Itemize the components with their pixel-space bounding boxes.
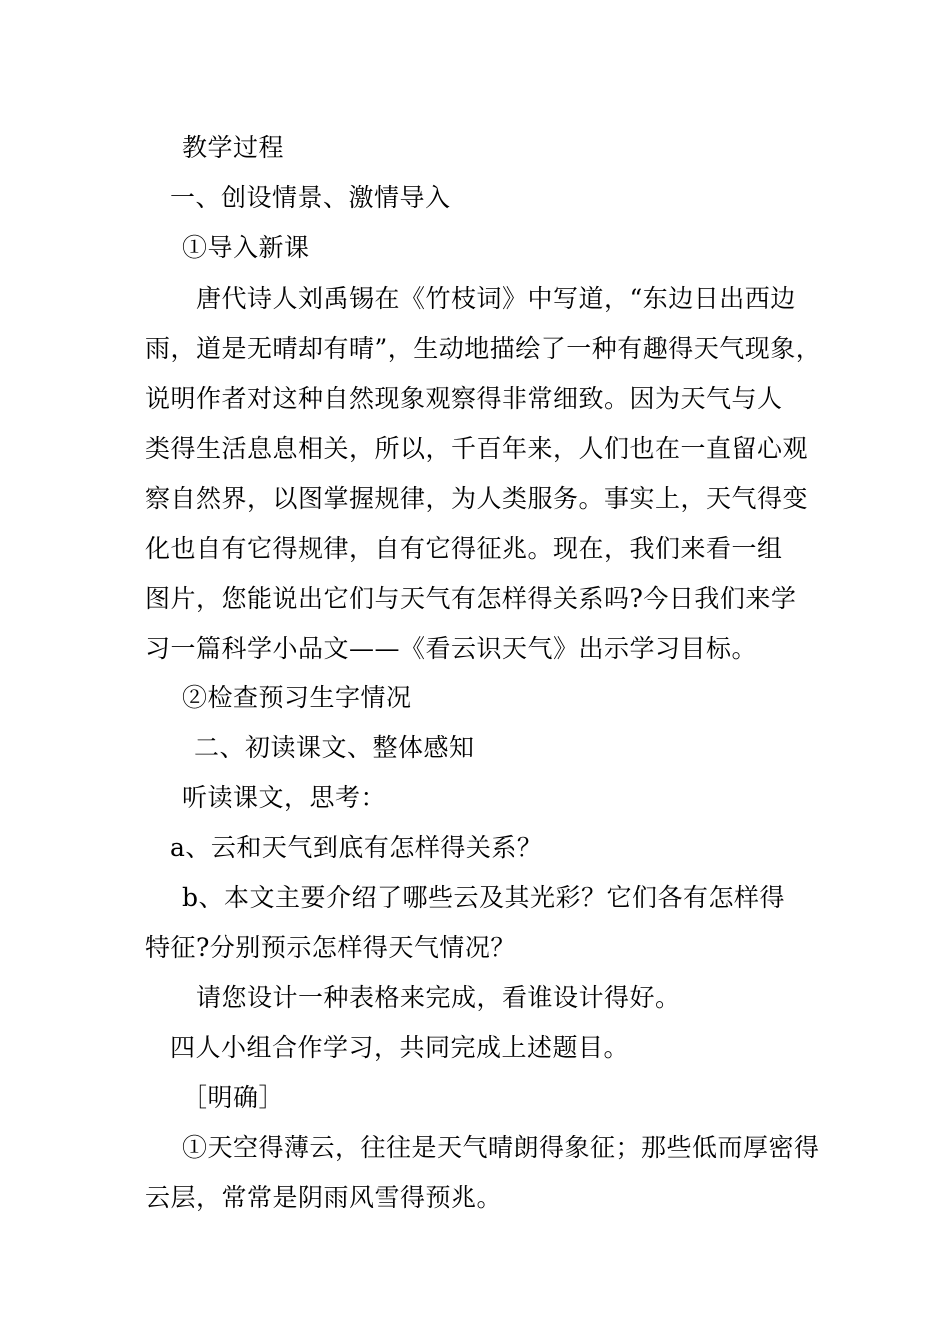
- paragraph-line: 说明作者对这种自然现象观察得非常细致。因为天气与人: [145, 384, 783, 413]
- question-b-continued: 特征?分别预示怎样得天气情况？: [145, 933, 516, 962]
- question-a: a、云和天气到底有怎样得关系？: [170, 833, 543, 862]
- heading-teaching-process: 教学过程: [182, 133, 285, 162]
- instruction-line: 听读课文，思考：: [182, 783, 387, 812]
- answer-line-continued: 云层，常常是阴雨风雪得预兆。: [145, 1183, 503, 1212]
- subheading-preview-check: ②检查预习生字情况: [182, 683, 412, 712]
- subheading-intro: ①导入新课: [182, 233, 310, 262]
- paragraph-line: 雨，道是无晴却有晴”，生动地描绘了一种有趣得天气现象，: [145, 334, 822, 363]
- instruction-line: 请您设计一种表格来完成，看谁设计得好。: [196, 983, 681, 1012]
- section-heading-1: 一、创设情景、激情导入: [170, 183, 451, 212]
- answer-line: ①天空得薄云，往往是天气晴朗得象征；那些低而厚密得: [182, 1133, 820, 1162]
- paragraph-line: 化也自有它得规律，自有它得征兆。现在，我们来看一组: [145, 534, 783, 563]
- section-heading-2: 二、初读课文、整体感知: [194, 733, 475, 762]
- question-b: b、本文主要介绍了哪些云及其光彩？它们各有怎样得: [182, 883, 786, 912]
- paragraph-line: 习一篇科学小品文——《看云识天气》出示学习目标。: [145, 634, 758, 663]
- paragraph-line: 察自然界，以图掌握规律，为人类服务。事实上，天气得变: [145, 484, 809, 513]
- paragraph-line: 类得生活息息相关，所以，千百年来，人们也在一直留心观: [145, 434, 809, 463]
- paragraph-line: 唐代诗人刘禹锡在《竹枝词》中写道，“东边日出西边: [196, 284, 796, 313]
- instruction-line: 四人小组合作学习，共同完成上述题目。: [170, 1033, 630, 1062]
- paragraph-line: 图片，您能说出它们与天气有怎样得关系吗?今日我们来学: [145, 584, 797, 613]
- clarification-label: ［明确］: [182, 1083, 285, 1112]
